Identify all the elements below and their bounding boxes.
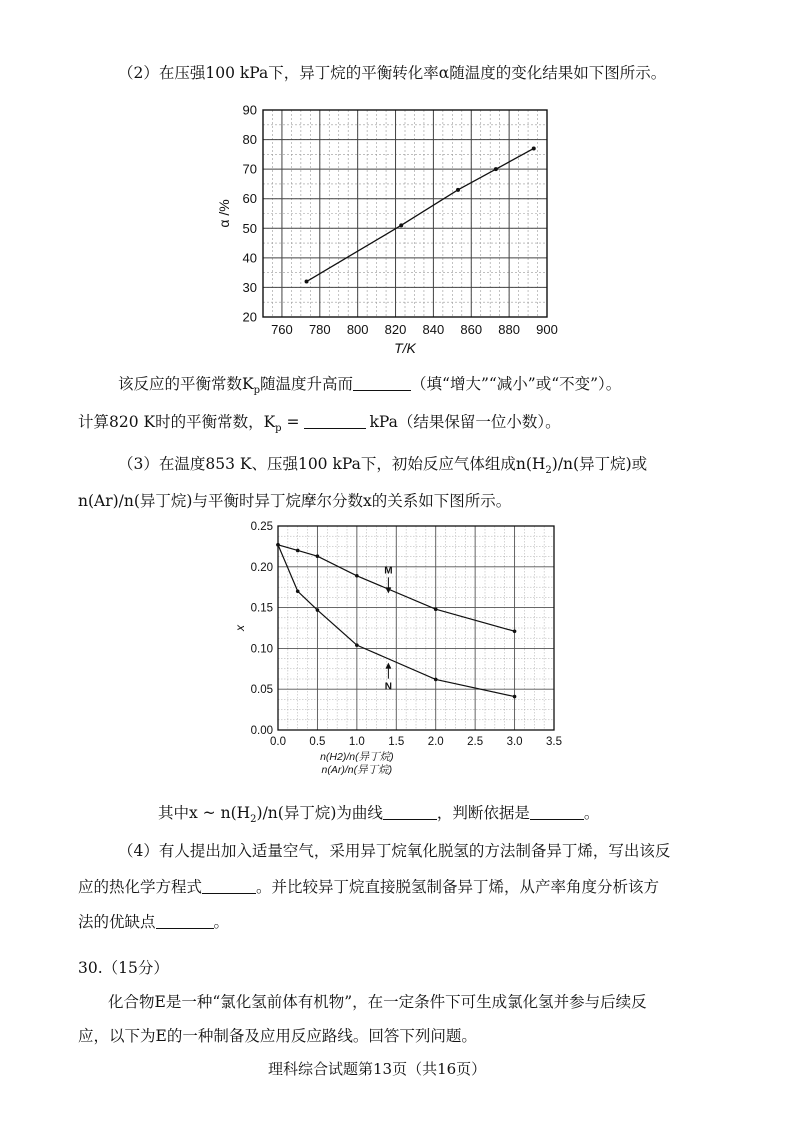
answer-blank-kp-trend[interactable] xyxy=(353,374,411,391)
y-tick-label: 60 xyxy=(242,191,257,207)
q4-line2-pre: 应的热化学方程式 xyxy=(78,878,203,896)
x-axis-label-h2: n(H2)/n(异丁烷) xyxy=(320,751,394,763)
x-tick-label: 840 xyxy=(422,322,445,337)
curve-label-N: N xyxy=(384,681,393,693)
y-tick-label: 0.25 xyxy=(250,521,273,533)
x-tick-label: 0.0 xyxy=(270,736,286,748)
q2-ans2-pre: 计算820 K时的平衡常数，K xyxy=(78,413,276,431)
q3-ans-mid2: ，判断依据是 xyxy=(436,804,530,822)
y-tick-label: 30 xyxy=(242,279,257,295)
q3-intro1-post: )/n(异丁烷)或 xyxy=(551,455,648,473)
data-point-N xyxy=(296,589,300,593)
q3-answer-line xyxy=(158,802,599,831)
q2-answer-line2 xyxy=(78,411,561,440)
page-footer: 理科综合试题第13页（共16页） xyxy=(268,1060,487,1078)
data-point-M xyxy=(355,574,359,578)
q3-ans-mid: )/n(异丁烷)为曲线 xyxy=(256,804,383,822)
q2-ans1-post: 随温度升高而 xyxy=(260,375,354,393)
data-point xyxy=(456,188,460,192)
x-tick-label: 900 xyxy=(536,322,558,337)
q2-ans2-sub: p xyxy=(275,423,282,435)
q3-ans-sub: 2 xyxy=(250,814,257,826)
q4-line3-post: 。 xyxy=(213,913,230,931)
q3-intro1-pre: （3）在温度853 K、压强100 kPa下，初始反应气体组成n(H xyxy=(118,455,546,473)
x-tick-label: 860 xyxy=(460,322,483,337)
q3-ans-tail: 。 xyxy=(583,804,600,822)
q2-ans2-mid: = xyxy=(281,413,300,431)
x-axis-label: T/K xyxy=(394,340,416,356)
x-tick-label: 1.0 xyxy=(348,736,365,748)
chart2-svg xyxy=(220,518,580,790)
chart-alpha-vs-temperature xyxy=(215,98,575,374)
q4-line1: （4）有人提出加入适量空气，采用异丁烷氧化脱氢的方法制备异丁烯，写出该反 xyxy=(118,842,671,860)
x-tick-label: 880 xyxy=(498,322,520,337)
data-point-N xyxy=(355,643,359,647)
q2-answer-line1 xyxy=(118,373,621,402)
q4-line3 xyxy=(78,911,229,933)
y-tick-label: 70 xyxy=(242,161,257,177)
answer-blank-equation[interactable] xyxy=(202,877,256,894)
answer-blank-curve[interactable] xyxy=(383,803,437,820)
x-axis-label-ar: n(Ar)/n(异丁烷) xyxy=(321,764,393,776)
q2-ans2-tail: kPa（结果保留一位小数）。 xyxy=(369,413,561,431)
data-point-N xyxy=(434,678,438,682)
y-tick-label: 90 xyxy=(242,102,257,118)
data-point xyxy=(532,146,536,150)
answer-blank-kp-value[interactable] xyxy=(304,412,366,429)
data-point-M xyxy=(513,629,517,633)
chart-x-vs-ratio xyxy=(220,518,580,794)
q2-intro: （2）在压强100 kPa下，异丁烷的平衡转化率α随温度的变化结果如下图所示。 xyxy=(118,64,667,82)
x-tick-label: 2.5 xyxy=(467,736,484,748)
data-point xyxy=(305,280,309,284)
x-tick-label: 800 xyxy=(346,322,369,337)
x-tick-label: 1.5 xyxy=(388,736,405,748)
y-tick-label: 0.15 xyxy=(250,602,273,615)
q4-line3-pre: 法的优缺点 xyxy=(78,913,156,931)
y-tick-label: 0.05 xyxy=(250,684,273,697)
y-tick-label: 50 xyxy=(242,220,257,236)
arrow-N-head xyxy=(385,663,391,669)
q3-intro1-sub: 2 xyxy=(545,465,552,477)
q30-line1: 化合物E是一种“氯化氢前体有机物”，在一定条件下可生成氯化氢并参与后续反 xyxy=(108,993,647,1011)
q4-line2 xyxy=(78,876,659,898)
x-tick-label: 3.0 xyxy=(506,736,523,748)
y-tick-label: 0.20 xyxy=(250,561,273,574)
data-point-N xyxy=(513,695,517,699)
answer-blank-basis[interactable] xyxy=(530,803,584,820)
x-tick-label: 820 xyxy=(384,322,407,337)
data-point-M xyxy=(316,554,320,558)
q30-line2: 应，以下为E的一种制备及应用反应路线。回答下列问题。 xyxy=(78,1027,477,1045)
q4-line2-post: 。并比较异丁烷直接脱氢制备异丁烯，从产率角度分析该方 xyxy=(256,878,660,896)
data-point-M xyxy=(296,549,300,553)
curve-label-M: M xyxy=(384,565,393,577)
answer-blank-pros-cons[interactable] xyxy=(156,912,214,929)
q2-ans1-sub: p xyxy=(253,385,260,397)
q2-ans1-pre: 该反应的平衡常数K xyxy=(118,375,254,393)
q2-ans1-tail: （填“增大”“减小”或“不变”）。 xyxy=(411,375,622,393)
y-tick-label: 20 xyxy=(242,309,257,325)
data-point-M xyxy=(434,607,438,611)
q30-heading: 30.（15分） xyxy=(78,959,169,977)
x-tick-label: 2.0 xyxy=(427,736,444,748)
x-tick-label: 0.5 xyxy=(309,736,326,748)
y-tick-label: 0.00 xyxy=(250,725,273,737)
x-tick-label: 3.5 xyxy=(546,736,562,748)
q3-ans-pre: 其中x ~ n(H xyxy=(158,804,251,822)
chart1-svg xyxy=(215,98,575,370)
y-tick-label: 40 xyxy=(242,250,257,266)
q3-intro-line1 xyxy=(118,453,647,482)
data-point-N xyxy=(276,543,280,547)
q3-intro-line2: n(Ar)/n(异丁烷)与平衡时异丁烷摩尔分数x的关系如下图所示。 xyxy=(78,492,512,510)
data-point xyxy=(494,167,498,171)
y-axis-label: x xyxy=(233,625,247,631)
y-axis-label: α /% xyxy=(216,199,232,228)
x-tick-label: 760 xyxy=(271,322,293,337)
y-tick-label: 80 xyxy=(242,132,257,148)
data-point-N xyxy=(316,608,320,612)
y-tick-label: 0.10 xyxy=(250,643,273,656)
data-point xyxy=(399,223,403,227)
x-tick-label: 780 xyxy=(308,322,331,337)
